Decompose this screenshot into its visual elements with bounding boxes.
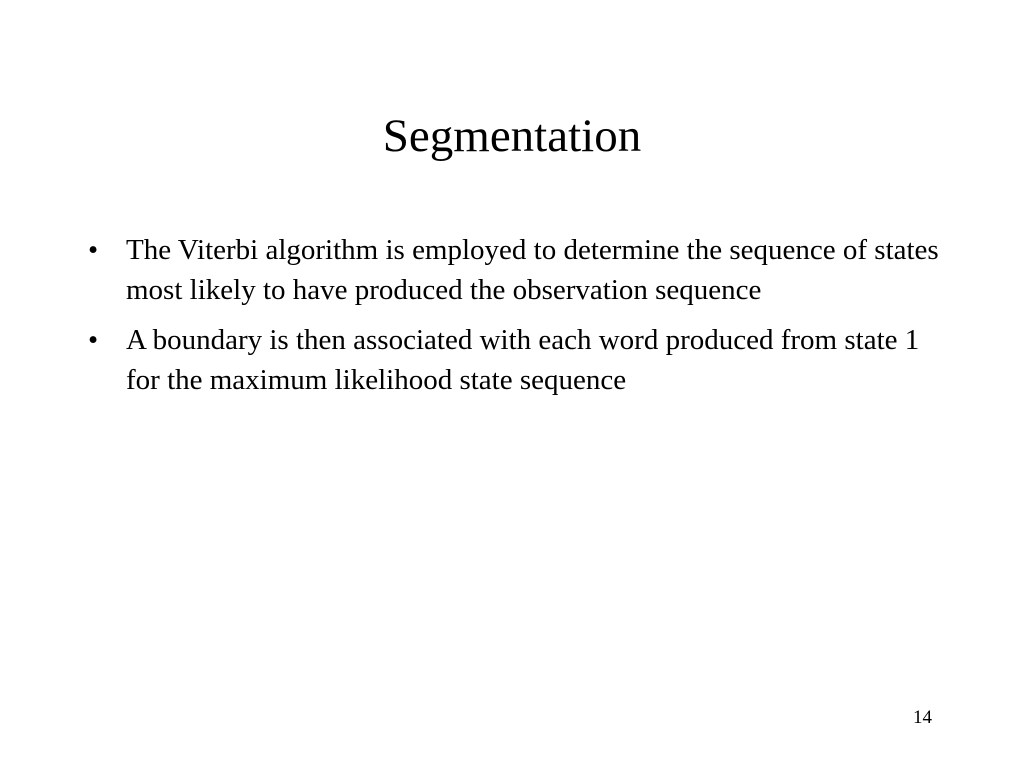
slide-title: Segmentation	[382, 110, 642, 162]
bullet-item	[88, 320, 948, 400]
page-number: 14	[913, 707, 932, 728]
bullet-text: A boundary is then associated with each word produced from state 1 for the maximum likelihood state sequence	[126, 324, 920, 396]
bullet-item	[88, 230, 948, 310]
bullet-text: The Viterbi algorithm is employed to determine the sequence of states most likely to have produced the observation sequence	[126, 234, 939, 306]
bullet-marker: •	[88, 324, 99, 356]
bullet-marker: •	[88, 234, 99, 266]
bullet-list	[88, 230, 948, 410]
